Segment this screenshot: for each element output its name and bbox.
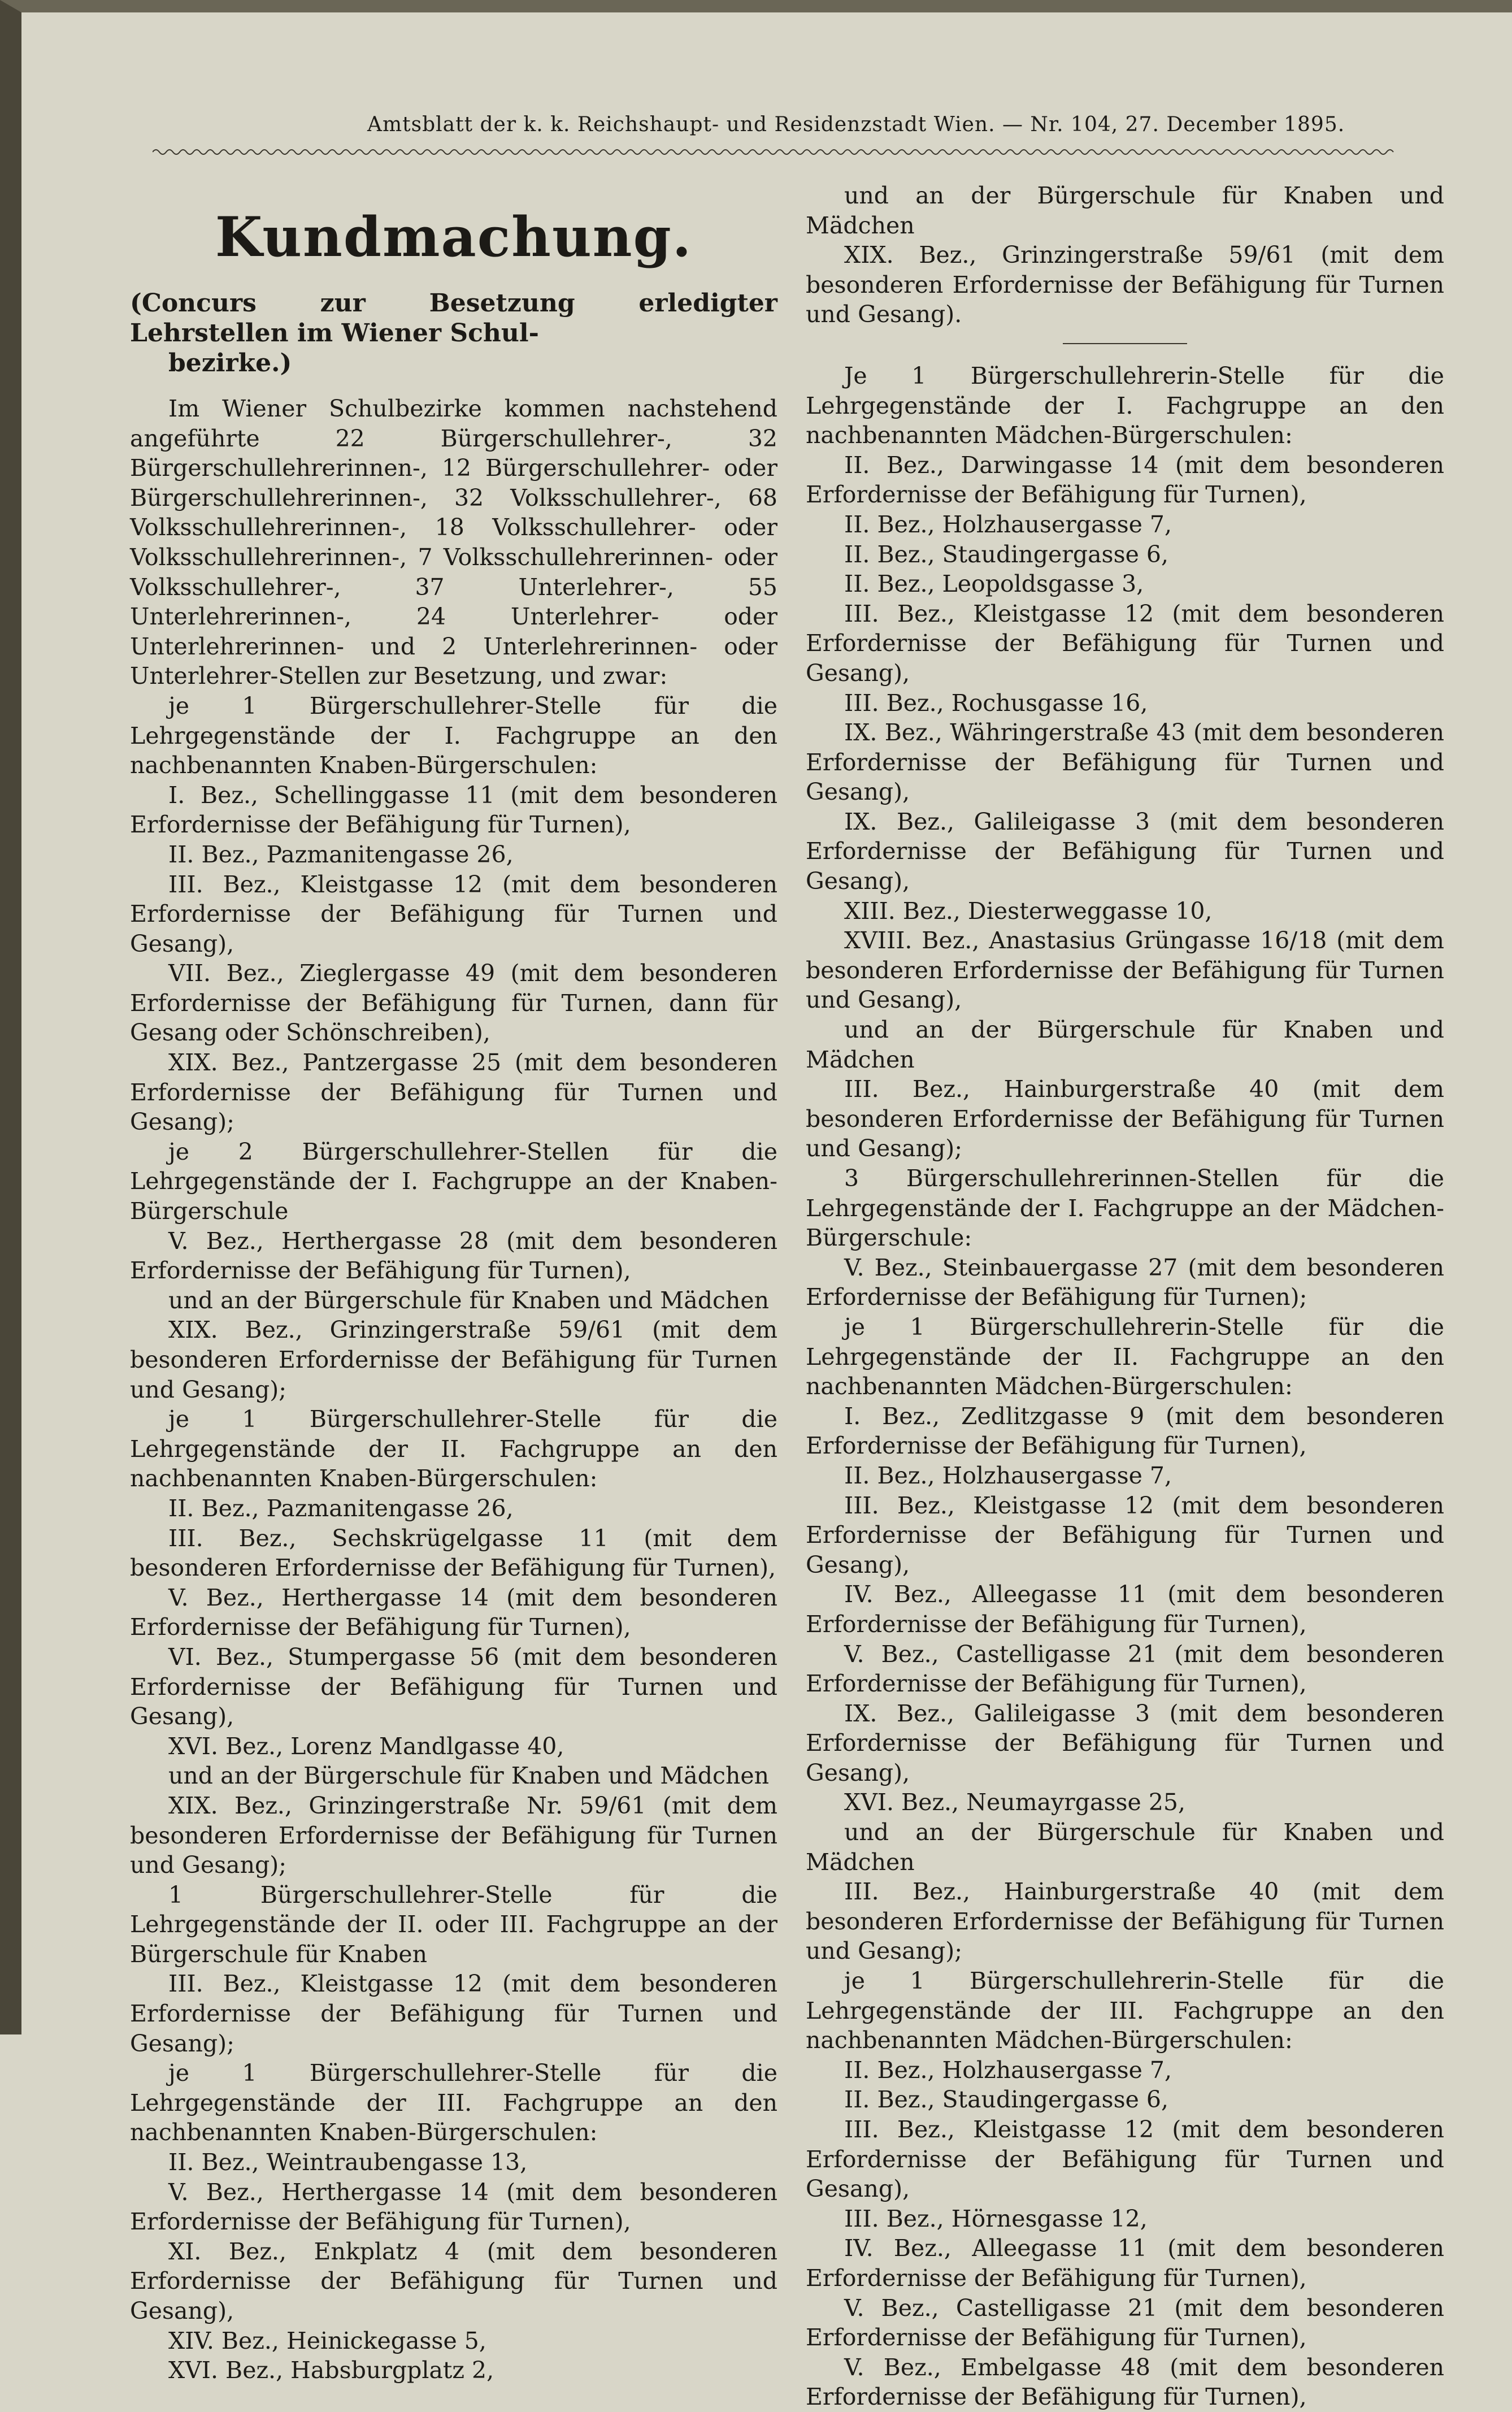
paragraph: V. Bez., Herthergasse 14 (mit dem besonderen Erfordernisse der Befähigung für Turnen), — [130, 2178, 777, 2236]
section-divider — [1063, 343, 1187, 344]
paragraph: je 1 Bürgerschullehrerin-Stelle für die Lehrgegenstände der III. Fachgruppe an den nachbenannten Mädchen-Bürgerschulen: — [806, 1967, 1444, 2054]
paragraph: V. Bez., Embelgasse 48 (mit dem besonderen Erfordernisse der Befähigung für Turnen), — [806, 2353, 1444, 2411]
subtitle-line-2: bezirke.) — [168, 349, 292, 378]
paragraph: XVI. Bez., Lorenz Mandlgasse 40, — [168, 1732, 564, 1760]
paragraph: II. Bez., Holzhausergasse 7, — [844, 2056, 1172, 2084]
paragraph: III. Bez., Hörnesgasse 12, — [844, 2205, 1148, 2232]
document-page — [62, 85, 1452, 2411]
paragraph: III. Bez., Kleistgasse 12 (mit dem besonderen Erfordernisse der Befähigung für Turnen und Gesang), — [806, 2116, 1444, 2203]
paragraph: II. Bez., Pazmanitengasse 26, — [168, 840, 514, 868]
document-title: Kundmachung. — [215, 205, 693, 269]
paragraph: V. Bez., Herthergasse 28 (mit dem besonderen Erfordernisse der Befähigung für Turnen), — [130, 1227, 777, 1285]
paragraph: IV. Bez., Alleegasse 11 (mit dem besonderen Erfordernisse der Befähigung für Turnen), — [806, 2235, 1444, 2292]
paragraph: III. Bez., Kleistgasse 12 (mit dem besonderen Erfordernisse der Befähigung für Turnen und Gesang), — [806, 600, 1444, 687]
paragraph: III. Bez., Kleistgasse 12 (mit dem besonderen Erfordernisse der Befähigung für Turnen und Gesang), — [130, 870, 777, 957]
paragraph: XI. Bez., Enkplatz 4 (mit dem besonderen Erfordernisse der Befähigung für Turnen und Gesang), — [130, 2237, 777, 2324]
paragraph: je 1 Bürgerschullehrer-Stelle für die Lehrgegenstände der III. Fachgruppe an den nachbenannten Knaben-Bürgerschulen: — [130, 2059, 777, 2146]
paragraph: XIV. Bez., Heinickegasse 5, — [168, 2327, 486, 2354]
right-column — [806, 181, 1444, 2412]
subtitle-line-1: (Concurs zur Besetzung erledigter Lehrstellen im Wiener Schul- — [130, 289, 777, 348]
paragraph: II. Bez., Holzhausergasse 7, — [844, 510, 1172, 538]
paragraph: II. Bez., Weintraubengasse 13, — [168, 2149, 528, 2176]
paragraph: und an der Bürgerschule für Knaben und Mädchen — [806, 1819, 1444, 1876]
paragraph: III. Bez., Hainburgerstraße 40 (mit dem besonderen Erfordernisse der Befähigung für Turnen und Gesang); — [806, 1878, 1444, 1965]
paragraph: II. Bez., Staudingergasse 6, — [844, 540, 1169, 568]
left-body — [130, 394, 777, 2385]
paragraph: und an der Bürgerschule für Knaben und Mädchen — [806, 182, 1444, 239]
paragraph: je 2 Bürgerschullehrer-Stellen für die Lehrgegenstände der I. Fachgruppe an der Knaben-Bürgerschule — [130, 1138, 777, 1225]
header-wavy-rule — [153, 146, 1396, 158]
paragraph: VII. Bez., Zieglergasse 49 (mit dem besonderen Erfordernisse der Befähigung für Turnen, dann für Gesang oder Schönschreiben), — [130, 960, 777, 1047]
paragraph: Im Wiener Schulbezirke kommen nachstehend angeführte 22 Bürgerschullehrer-, 32 Bürgerschullehrerinnen-, 12 Bürgerschullehrer- oder Bürgerschullehrerinnen-, 32 Volksschullehrer-, 68 Volksschullehrerinnen-, 18 Volksschullehrer- oder Volksschullehrerinnen-, 7 Volksschullehrerinnen- oder Volksschullehrer-, 37 Unterlehrer-, 55 Unterlehrerinnen-, 24 Unterlehrer- oder Unterlehrerinnen- und 2 Unterlehrerinnen- oder Unterlehrer-Stellen zur Besetzung, und zwar: — [130, 395, 777, 690]
paragraph: je 1 Bürgerschullehrerin-Stelle für die Lehrgegenstände der II. Fachgruppe an den nachbenannten Mädchen-Bürgerschulen: — [806, 1313, 1444, 1400]
paragraph: V. Bez., Castelligasse 21 (mit dem besonderen Erfordernisse der Befähigung für Turnen), — [806, 1640, 1444, 1698]
paragraph: II. Bez., Staudingergasse 6, — [844, 2086, 1169, 2114]
paragraph: Je 1 Bürgerschullehrerin-Stelle für die Lehrgegenstände der I. Fachgruppe an den nachbenannten Mädchen-Bürgerschulen: — [806, 362, 1444, 449]
paragraph: 1 Bürgerschullehrer-Stelle für die Lehrgegenstände der II. oder III. Fachgruppe an der Bürgerschule für Knaben — [130, 1881, 777, 1968]
paragraph: I. Bez., Schellinggasse 11 (mit dem besonderen Erfordernisse der Befähigung für Turnen), — [130, 781, 777, 839]
paragraph: II. Bez., Leopoldsgasse 3, — [844, 570, 1144, 598]
running-header: Amtsblatt der k. k. Reichshaupt- und Residenzstadt Wien. — Nr. 104, 27. December 1895. — [367, 113, 1345, 136]
paragraph: III. Bez., Kleistgasse 12 (mit dem besonderen Erfordernisse der Befähigung für Turnen und Gesang), — [806, 1491, 1444, 1578]
paragraph: IX. Bez., Galileigasse 3 (mit dem besonderen Erfordernisse der Befähigung für Turnen und Gesang), — [806, 808, 1444, 895]
paragraph: XIII. Bez., Diesterweggasse 10, — [844, 897, 1213, 925]
document-subtitle — [130, 288, 777, 378]
paragraph: XVIII. Bez., Anastasius Grüngasse 16/18 (mit dem besonderen Erfordernisse der Befähigung für Turnen und Gesang), — [806, 927, 1444, 1014]
left-column — [130, 170, 777, 2385]
paragraph: XIX. Bez., Grinzingerstraße 59/61 (mit dem besonderen Erfordernisse der Befähigung für Turnen und Gesang); — [130, 1316, 777, 1403]
paragraph: IX. Bez., Galileigasse 3 (mit dem besonderen Erfordernisse der Befähigung für Turnen und Gesang), — [806, 1699, 1444, 1786]
paragraph: und an der Bürgerschule für Knaben und Mädchen — [168, 1762, 770, 1790]
paragraph: je 1 Bürgerschullehrer-Stelle für die Lehrgegenstände der II. Fachgruppe an den nachbenannten Knaben-Bürgerschulen: — [130, 1405, 777, 1493]
paragraph: VI. Bez., Stumpergasse 56 (mit dem besonderen Erfordernisse der Befähigung für Turnen und Gesang), — [130, 1643, 777, 1730]
paragraph: IX. Bez., Währingerstraße 43 (mit dem besonderen Erfordernisse der Befähigung für Turnen und Gesang), — [806, 719, 1444, 806]
paragraph: und an der Bürgerschule für Knaben und Mädchen — [168, 1286, 770, 1314]
paragraph: III. Bez., Kleistgasse 12 (mit dem besonderen Erfordernisse der Befähigung für Turnen und Gesang); — [130, 1970, 777, 2057]
paragraph: II. Bez., Holzhausergasse 7, — [844, 1461, 1172, 1489]
paragraph: II. Bez., Pazmanitengasse 26, — [168, 1494, 514, 1522]
paragraph: XVI. Bez., Neumayrgasse 25, — [844, 1789, 1186, 1816]
paragraph: XIX. Bez., Grinzingerstraße 59/61 (mit dem besonderen Erfordernisse der Befähigung für Turnen und Gesang). — [806, 241, 1444, 328]
right-top-body — [806, 181, 1444, 329]
paragraph: XVI. Bez., Habsburgplatz 2, — [168, 2357, 494, 2384]
paragraph: V. Bez., Steinbauergasse 27 (mit dem besonderen Erfordernisse der Befähigung für Turnen); — [806, 1253, 1444, 1311]
paragraph: III. Bez., Hainburgerstraße 40 (mit dem besonderen Erfordernisse der Befähigung für Turnen und Gesang); — [806, 1075, 1444, 1162]
paragraph: III. Bez., Sechskrügelgasse 11 (mit dem besonderen Erfordernisse der Befähigung für Turnen), — [130, 1524, 777, 1582]
paragraph: XIX. Bez., Pantzergasse 25 (mit dem besonderen Erfordernisse der Befähigung für Turnen und Gesang); — [130, 1049, 777, 1136]
paragraph: V. Bez., Herthergasse 14 (mit dem besonderen Erfordernisse der Befähigung für Turnen), — [130, 1584, 777, 1641]
paragraph: und an der Bürgerschule für Knaben und Mädchen — [806, 1016, 1444, 1073]
paragraph: I. Bez., Zedlitzgasse 9 (mit dem besonderen Erfordernisse der Befähigung für Turnen), — [806, 1402, 1444, 1460]
paragraph: V. Bez., Castelligasse 21 (mit dem besonderen Erfordernisse der Befähigung für Turnen), — [806, 2294, 1444, 2352]
paragraph: je 1 Bürgerschullehrer-Stelle für die Lehrgegenstände der I. Fachgruppe an den nachbenannten Knaben-Bürgerschulen: — [130, 692, 777, 779]
paragraph: III. Bez., Rochusgasse 16, — [844, 689, 1148, 717]
paragraph: IV. Bez., Alleegasse 11 (mit dem besonderen Erfordernisse der Befähigung für Turnen), — [806, 1581, 1444, 1638]
paragraph: XIX. Bez., Grinzingerstraße Nr. 59/61 (mit dem besonderen Erfordernisse der Befähigung für Turnen und Gesang); — [130, 1791, 777, 1879]
paragraph: 3 Bürgerschullehrerinnen-Stellen für die Lehrgegenstände der I. Fachgruppe an der Mädchen-Bürgerschule: — [806, 1165, 1444, 1252]
paragraph: II. Bez., Darwingasse 14 (mit dem besonderen Erfordernisse der Befähigung für Turnen), — [806, 451, 1444, 509]
right-body — [806, 361, 1444, 2412]
